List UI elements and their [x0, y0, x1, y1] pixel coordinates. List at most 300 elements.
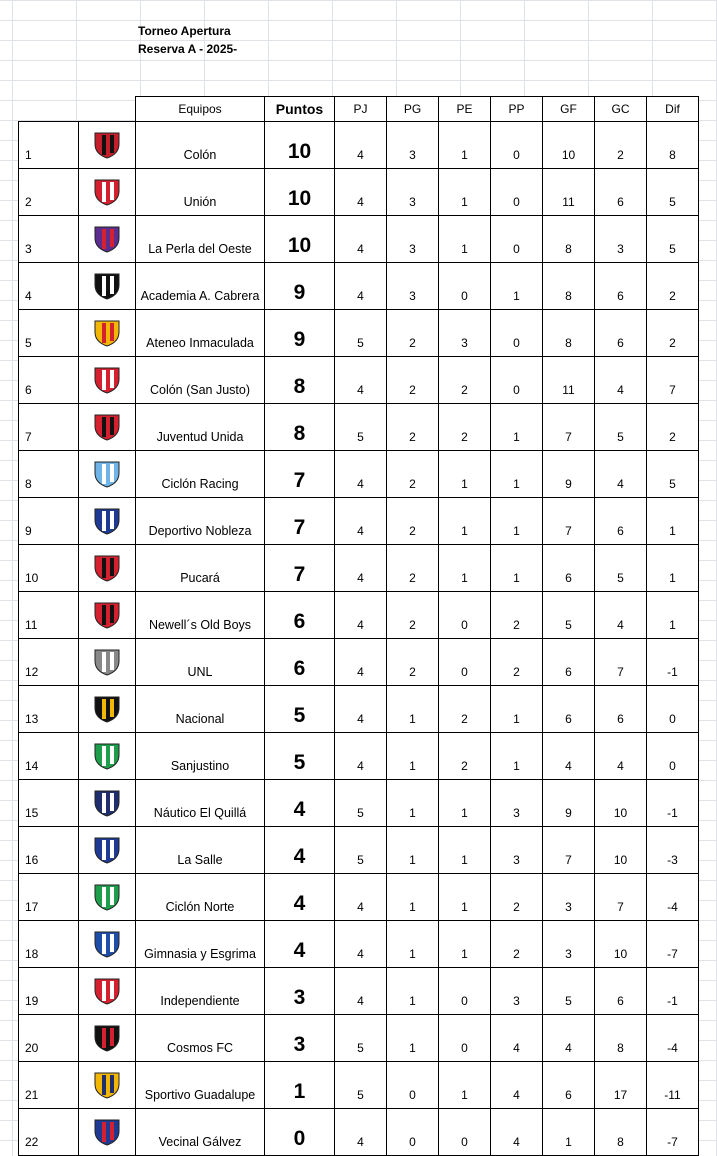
won-cell: 2	[387, 545, 439, 592]
team-logo	[79, 874, 136, 921]
position-cell: 2	[19, 169, 79, 216]
position-cell: 10	[19, 545, 79, 592]
played-cell: 4	[335, 639, 387, 686]
team-logo	[79, 498, 136, 545]
team-name: Náutico El Quillá	[136, 780, 265, 827]
gimnasia-crest-icon	[87, 929, 127, 959]
drawn-cell: 1	[439, 780, 491, 827]
goal-diff-cell: -4	[647, 874, 699, 921]
table-row	[19, 1109, 699, 1156]
played-cell: 4	[335, 122, 387, 169]
team-name: UNL	[136, 639, 265, 686]
nobleza-crest-icon	[87, 506, 127, 536]
team-logo	[79, 216, 136, 263]
table-row	[19, 451, 699, 498]
lost-cell: 4	[491, 1109, 543, 1156]
played-cell: 4	[335, 545, 387, 592]
points-cell: 8	[265, 357, 335, 404]
team-logo	[79, 780, 136, 827]
won-cell: 3	[387, 169, 439, 216]
position-cell: 1	[19, 122, 79, 169]
position-cell: 15	[19, 780, 79, 827]
goal-diff-cell: 1	[647, 545, 699, 592]
points-cell: 8	[265, 404, 335, 451]
lost-cell: 1	[491, 733, 543, 780]
header-position	[19, 97, 79, 122]
team-name: Nacional	[136, 686, 265, 733]
won-cell: 2	[387, 357, 439, 404]
goals-against-cell: 10	[595, 780, 647, 827]
goal-diff-cell: -7	[647, 921, 699, 968]
unl-crest-icon	[87, 647, 127, 677]
goals-for-cell: 5	[543, 592, 595, 639]
team-name: Academia A. Cabrera	[136, 263, 265, 310]
header-gc: GC	[595, 97, 647, 122]
goals-for-cell: 1	[543, 1109, 595, 1156]
won-cell: 3	[387, 216, 439, 263]
guadalupe-crest-icon	[87, 1070, 127, 1100]
table-row	[19, 874, 699, 921]
won-cell: 2	[387, 639, 439, 686]
header-dif: Dif	[647, 97, 699, 122]
lost-cell: 2	[491, 921, 543, 968]
won-cell: 0	[387, 1062, 439, 1109]
played-cell: 5	[335, 404, 387, 451]
goals-for-cell: 3	[543, 874, 595, 921]
goal-diff-cell: 7	[647, 357, 699, 404]
team-name: Deportivo Nobleza	[136, 498, 265, 545]
table-row	[19, 968, 699, 1015]
header-team: Equipos	[136, 97, 265, 122]
won-cell: 2	[387, 498, 439, 545]
drawn-cell: 0	[439, 639, 491, 686]
team-logo	[79, 263, 136, 310]
goals-for-cell: 5	[543, 968, 595, 1015]
ciclon-racing-crest-icon	[87, 459, 127, 489]
won-cell: 2	[387, 592, 439, 639]
goal-diff-cell: -7	[647, 1109, 699, 1156]
goal-diff-cell: -4	[647, 1015, 699, 1062]
goals-for-cell: 8	[543, 216, 595, 263]
goals-for-cell: 9	[543, 451, 595, 498]
goals-against-cell: 5	[595, 404, 647, 451]
table-row	[19, 1015, 699, 1062]
points-cell: 5	[265, 733, 335, 780]
drawn-cell: 1	[439, 874, 491, 921]
nautico-crest-icon	[87, 788, 127, 818]
won-cell: 2	[387, 451, 439, 498]
drawn-cell: 0	[439, 1109, 491, 1156]
goal-diff-cell: 5	[647, 451, 699, 498]
drawn-cell: 2	[439, 357, 491, 404]
goal-diff-cell: 1	[647, 592, 699, 639]
points-cell: 1	[265, 1062, 335, 1109]
goals-against-cell: 6	[595, 498, 647, 545]
team-logo	[79, 639, 136, 686]
won-cell: 1	[387, 1015, 439, 1062]
points-cell: 5	[265, 686, 335, 733]
table-row	[19, 921, 699, 968]
won-cell: 1	[387, 968, 439, 1015]
goal-diff-cell: -3	[647, 827, 699, 874]
points-cell: 10	[265, 169, 335, 216]
drawn-cell: 1	[439, 122, 491, 169]
team-name: Ateneo Inmaculada	[136, 310, 265, 357]
points-cell: 4	[265, 921, 335, 968]
team-name: Ciclón Racing	[136, 451, 265, 498]
lost-cell: 3	[491, 827, 543, 874]
goals-against-cell: 6	[595, 310, 647, 357]
team-logo	[79, 1062, 136, 1109]
position-cell: 21	[19, 1062, 79, 1109]
goals-for-cell: 4	[543, 733, 595, 780]
table-row	[19, 498, 699, 545]
played-cell: 5	[335, 827, 387, 874]
table-row	[19, 357, 699, 404]
played-cell: 4	[335, 592, 387, 639]
drawn-cell: 1	[439, 451, 491, 498]
position-cell: 12	[19, 639, 79, 686]
played-cell: 4	[335, 216, 387, 263]
goals-against-cell: 4	[595, 592, 647, 639]
title-block	[138, 22, 237, 58]
goal-diff-cell: 2	[647, 263, 699, 310]
position-cell: 5	[19, 310, 79, 357]
played-cell: 4	[335, 498, 387, 545]
goals-against-cell: 10	[595, 921, 647, 968]
goals-for-cell: 8	[543, 263, 595, 310]
position-cell: 4	[19, 263, 79, 310]
goal-diff-cell: 1	[647, 498, 699, 545]
tournament-title: Torneo Apertura	[138, 24, 231, 38]
table-row	[19, 263, 699, 310]
played-cell: 5	[335, 1062, 387, 1109]
won-cell: 1	[387, 733, 439, 780]
union-crest-icon	[87, 177, 127, 207]
team-name: Juventud Unida	[136, 404, 265, 451]
team-name: Sanjustino	[136, 733, 265, 780]
lost-cell: 0	[491, 122, 543, 169]
pucara-crest-icon	[87, 553, 127, 583]
team-logo	[79, 827, 136, 874]
won-cell: 0	[387, 1109, 439, 1156]
lost-cell: 0	[491, 169, 543, 216]
team-logo	[79, 1015, 136, 1062]
played-cell: 5	[335, 310, 387, 357]
team-logo	[79, 921, 136, 968]
goals-against-cell: 17	[595, 1062, 647, 1109]
goal-diff-cell: 2	[647, 404, 699, 451]
lost-cell: 0	[491, 357, 543, 404]
team-logo	[79, 310, 136, 357]
points-cell: 7	[265, 545, 335, 592]
goals-against-cell: 4	[595, 451, 647, 498]
la-perla-crest-icon	[87, 224, 127, 254]
drawn-cell: 0	[439, 263, 491, 310]
played-cell: 4	[335, 451, 387, 498]
played-cell: 4	[335, 1109, 387, 1156]
team-logo	[79, 169, 136, 216]
won-cell: 1	[387, 827, 439, 874]
goals-against-cell: 6	[595, 686, 647, 733]
header-pp: PP	[491, 97, 543, 122]
goals-against-cell: 5	[595, 545, 647, 592]
position-cell: 17	[19, 874, 79, 921]
won-cell: 3	[387, 263, 439, 310]
table-row	[19, 592, 699, 639]
team-logo	[79, 404, 136, 451]
drawn-cell: 1	[439, 1062, 491, 1109]
team-logo	[79, 968, 136, 1015]
standings-body	[19, 122, 699, 1156]
position-cell: 18	[19, 921, 79, 968]
goals-against-cell: 6	[595, 263, 647, 310]
position-cell: 22	[19, 1109, 79, 1156]
position-cell: 11	[19, 592, 79, 639]
table-row	[19, 122, 699, 169]
goal-diff-cell: -11	[647, 1062, 699, 1109]
goals-for-cell: 7	[543, 498, 595, 545]
goals-for-cell: 10	[543, 122, 595, 169]
lost-cell: 1	[491, 404, 543, 451]
position-cell: 9	[19, 498, 79, 545]
goals-for-cell: 4	[543, 1015, 595, 1062]
goal-diff-cell: -1	[647, 780, 699, 827]
drawn-cell: 1	[439, 216, 491, 263]
lost-cell: 0	[491, 310, 543, 357]
goals-for-cell: 7	[543, 404, 595, 451]
table-row	[19, 686, 699, 733]
position-cell: 7	[19, 404, 79, 451]
drawn-cell: 1	[439, 921, 491, 968]
won-cell: 1	[387, 686, 439, 733]
lost-cell: 4	[491, 1062, 543, 1109]
goals-for-cell: 8	[543, 310, 595, 357]
played-cell: 5	[335, 780, 387, 827]
points-cell: 9	[265, 310, 335, 357]
team-name: Colón (San Justo)	[136, 357, 265, 404]
drawn-cell: 0	[439, 968, 491, 1015]
lost-cell: 2	[491, 639, 543, 686]
table-row	[19, 639, 699, 686]
position-cell: 14	[19, 733, 79, 780]
team-name: Newell´s Old Boys	[136, 592, 265, 639]
drawn-cell: 1	[439, 545, 491, 592]
played-cell: 5	[335, 1015, 387, 1062]
goals-against-cell: 2	[595, 122, 647, 169]
team-logo	[79, 686, 136, 733]
goals-against-cell: 8	[595, 1109, 647, 1156]
team-logo	[79, 451, 136, 498]
header-row	[19, 97, 699, 122]
lost-cell: 2	[491, 874, 543, 921]
position-cell: 19	[19, 968, 79, 1015]
goals-for-cell: 6	[543, 545, 595, 592]
goals-against-cell: 7	[595, 874, 647, 921]
header-pe: PE	[439, 97, 491, 122]
position-cell: 3	[19, 216, 79, 263]
table-row	[19, 310, 699, 357]
table-row	[19, 404, 699, 451]
drawn-cell: 1	[439, 827, 491, 874]
colon-crest-icon	[87, 130, 127, 160]
header-pg: PG	[387, 97, 439, 122]
drawn-cell: 2	[439, 404, 491, 451]
drawn-cell: 1	[439, 169, 491, 216]
cosmos-crest-icon	[87, 1023, 127, 1053]
goals-for-cell: 6	[543, 639, 595, 686]
academia-crest-icon	[87, 271, 127, 301]
played-cell: 4	[335, 968, 387, 1015]
points-cell: 9	[265, 263, 335, 310]
won-cell: 3	[387, 122, 439, 169]
goals-against-cell: 3	[595, 216, 647, 263]
goals-for-cell: 6	[543, 1062, 595, 1109]
goal-diff-cell: 5	[647, 216, 699, 263]
colon-sj-crest-icon	[87, 365, 127, 395]
won-cell: 1	[387, 874, 439, 921]
team-name: La Salle	[136, 827, 265, 874]
position-cell: 16	[19, 827, 79, 874]
drawn-cell: 0	[439, 1015, 491, 1062]
goals-against-cell: 4	[595, 357, 647, 404]
lost-cell: 0	[491, 216, 543, 263]
team-name: Unión	[136, 169, 265, 216]
points-cell: 4	[265, 780, 335, 827]
goal-diff-cell: 0	[647, 733, 699, 780]
team-logo	[79, 1109, 136, 1156]
header-pj: PJ	[335, 97, 387, 122]
played-cell: 4	[335, 169, 387, 216]
ciclon-norte-crest-icon	[87, 882, 127, 912]
goal-diff-cell: 2	[647, 310, 699, 357]
points-cell: 3	[265, 968, 335, 1015]
nacional-crest-icon	[87, 694, 127, 724]
goal-diff-cell: 0	[647, 686, 699, 733]
played-cell: 4	[335, 921, 387, 968]
played-cell: 4	[335, 733, 387, 780]
team-logo	[79, 545, 136, 592]
goals-against-cell: 7	[595, 639, 647, 686]
drawn-cell: 2	[439, 686, 491, 733]
la-salle-crest-icon	[87, 835, 127, 865]
team-name: Cosmos FC	[136, 1015, 265, 1062]
team-name: La Perla del Oeste	[136, 216, 265, 263]
vecinal-crest-icon	[87, 1117, 127, 1147]
goal-diff-cell: -1	[647, 968, 699, 1015]
header-points: Puntos	[265, 97, 335, 122]
team-name: Colón	[136, 122, 265, 169]
drawn-cell: 1	[439, 498, 491, 545]
table-row	[19, 169, 699, 216]
goal-diff-cell: 5	[647, 169, 699, 216]
goals-against-cell: 6	[595, 169, 647, 216]
drawn-cell: 0	[439, 592, 491, 639]
points-cell: 7	[265, 498, 335, 545]
points-cell: 6	[265, 639, 335, 686]
table-row	[19, 827, 699, 874]
lost-cell: 1	[491, 498, 543, 545]
points-cell: 3	[265, 1015, 335, 1062]
header-gf: GF	[543, 97, 595, 122]
goals-for-cell: 6	[543, 686, 595, 733]
team-name: Independiente	[136, 968, 265, 1015]
independiente-crest-icon	[87, 976, 127, 1006]
position-cell: 6	[19, 357, 79, 404]
goals-for-cell: 11	[543, 357, 595, 404]
lost-cell: 1	[491, 451, 543, 498]
table-row	[19, 545, 699, 592]
table-row	[19, 1062, 699, 1109]
won-cell: 1	[387, 780, 439, 827]
standings-table	[18, 96, 699, 1156]
goals-for-cell: 11	[543, 169, 595, 216]
table-row	[19, 780, 699, 827]
team-logo	[79, 122, 136, 169]
team-logo	[79, 733, 136, 780]
position-cell: 13	[19, 686, 79, 733]
played-cell: 4	[335, 686, 387, 733]
team-name: Vecinal Gálvez	[136, 1109, 265, 1156]
table-row	[19, 216, 699, 263]
goals-for-cell: 7	[543, 827, 595, 874]
goals-against-cell: 4	[595, 733, 647, 780]
played-cell: 4	[335, 874, 387, 921]
position-cell: 20	[19, 1015, 79, 1062]
won-cell: 2	[387, 310, 439, 357]
lost-cell: 1	[491, 686, 543, 733]
team-name: Pucará	[136, 545, 265, 592]
played-cell: 4	[335, 263, 387, 310]
position-cell: 8	[19, 451, 79, 498]
lost-cell: 1	[491, 263, 543, 310]
goal-diff-cell: -1	[647, 639, 699, 686]
points-cell: 4	[265, 827, 335, 874]
goals-against-cell: 6	[595, 968, 647, 1015]
lost-cell: 3	[491, 780, 543, 827]
lost-cell: 2	[491, 592, 543, 639]
goal-diff-cell: 8	[647, 122, 699, 169]
points-cell: 4	[265, 874, 335, 921]
team-logo	[79, 357, 136, 404]
points-cell: 0	[265, 1109, 335, 1156]
drawn-cell: 2	[439, 733, 491, 780]
points-cell: 10	[265, 122, 335, 169]
tournament-subtitle: Reserva A - 2025-	[138, 42, 238, 56]
points-cell: 6	[265, 592, 335, 639]
table-row	[19, 733, 699, 780]
sanjustino-crest-icon	[87, 741, 127, 771]
team-name: Gimnasia y Esgrima	[136, 921, 265, 968]
team-name: Sportivo Guadalupe	[136, 1062, 265, 1109]
team-logo	[79, 592, 136, 639]
header-logo	[79, 97, 136, 122]
ateneo-crest-icon	[87, 318, 127, 348]
drawn-cell: 3	[439, 310, 491, 357]
lost-cell: 4	[491, 1015, 543, 1062]
juventud-crest-icon	[87, 412, 127, 442]
team-name: Ciclón Norte	[136, 874, 265, 921]
newells-crest-icon	[87, 600, 127, 630]
won-cell: 2	[387, 404, 439, 451]
points-cell: 10	[265, 216, 335, 263]
goals-against-cell: 8	[595, 1015, 647, 1062]
lost-cell: 3	[491, 968, 543, 1015]
played-cell: 4	[335, 357, 387, 404]
lost-cell: 1	[491, 545, 543, 592]
won-cell: 1	[387, 921, 439, 968]
goals-against-cell: 10	[595, 827, 647, 874]
